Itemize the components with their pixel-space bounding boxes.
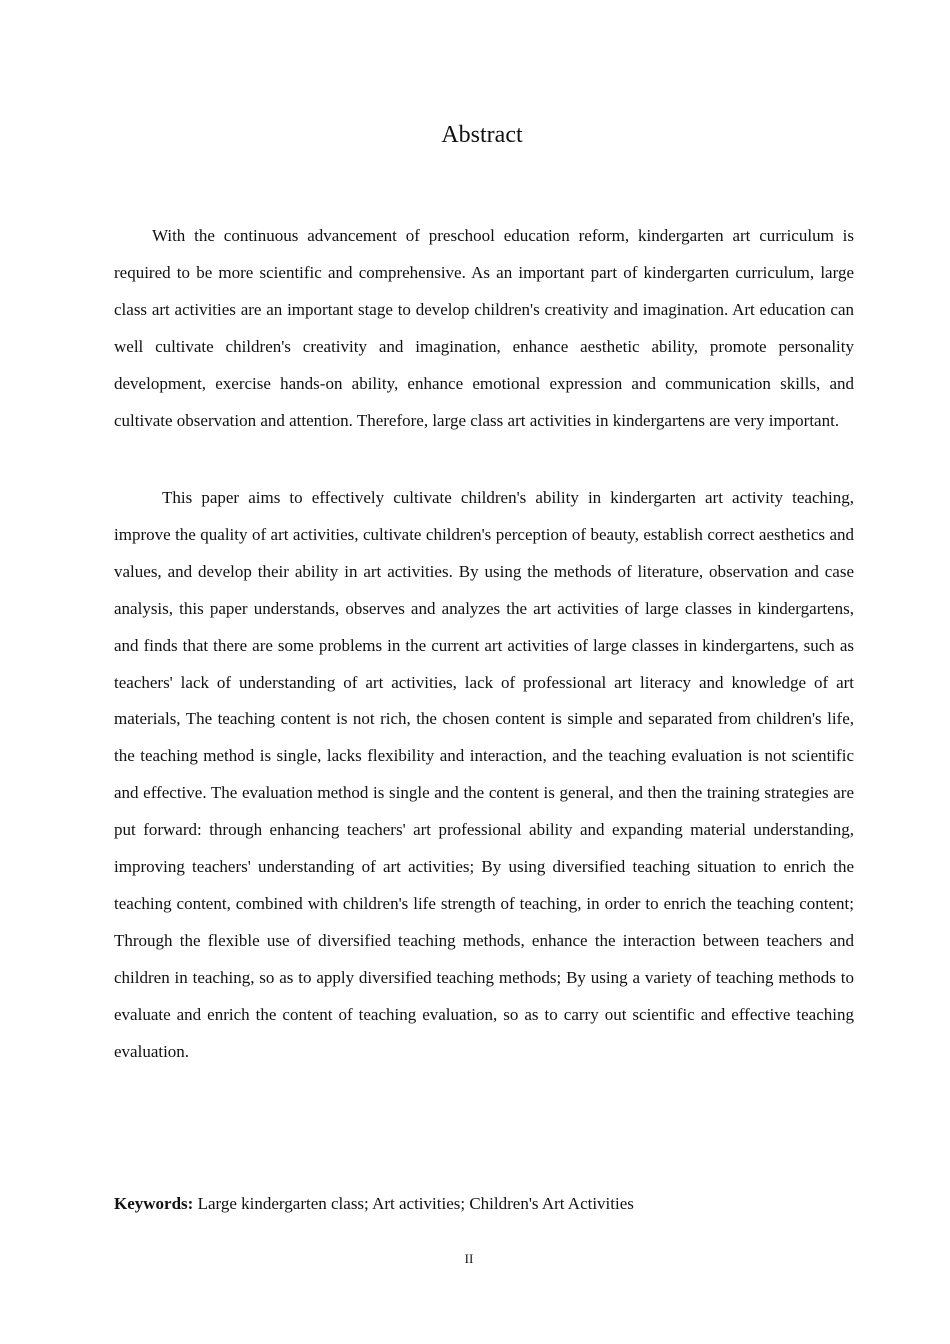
keywords-text: Large kindergarten class; Art activities; Children's Art Activities bbox=[197, 1194, 634, 1213]
abstract-paragraph-2: This paper aims to effectively cultivate children's ability in kindergarten art activity teaching, improve the quality of art activities, cultivate children's perception of beauty, establish correct aesthetics and values, and develop their ability in art activities. By using the methods of literature, observation and case analysis, this paper understands, observes and analyzes the art activities of large classes in kindergartens, and finds that there are some problems in the current art activities of large classes in kindergartens, such as teachers' lack of understanding of art activities, lack of professional art literacy and knowledge of art materials, The teaching content is not rich, the chosen content is simple and separated from children's life, the teaching method is single, lacks flexibility and interaction, and the teaching evaluation is not scientific and effective. The evaluation method is single and the content is general, and then the training strategies are put forward: through enhancing teachers' art professional ability and expanding material understanding, improving teachers' understanding of art activities; By using diversified teaching situation to enrich the teaching content, combined with children's life strength of teaching, in order to enrich the teaching content; Through the flexible use of diversified teaching methods, enhance the interaction between teachers and children in teaching, so as to apply diversified teaching methods; By using a variety of teaching methods to evaluate and enrich the content of teaching evaluation, so as to carry out scientific and effective teaching evaluation. bbox=[114, 488, 854, 1061]
page-title: Abstract bbox=[441, 122, 523, 148]
keywords-label: Keywords: bbox=[114, 1194, 194, 1213]
keywords-line bbox=[114, 1188, 854, 1220]
page-number: II bbox=[464, 1251, 474, 1266]
abstract-paragraph-1: With the continuous advancement of preschool education reform, kindergarten art curriculum is required to be more scientific and comprehensive. As an important part of kindergarten curriculum, large class art activities are an important stage to develop children's creativity and imagination. Art education can well cultivate children's creativity and imagination, enhance aesthetic ability, promote personality development, exercise hands-on ability, enhance emotional expression and communication skills, and cultivate observation and attention. Therefore, large class art activities in kindergartens are very important. bbox=[114, 226, 854, 430]
